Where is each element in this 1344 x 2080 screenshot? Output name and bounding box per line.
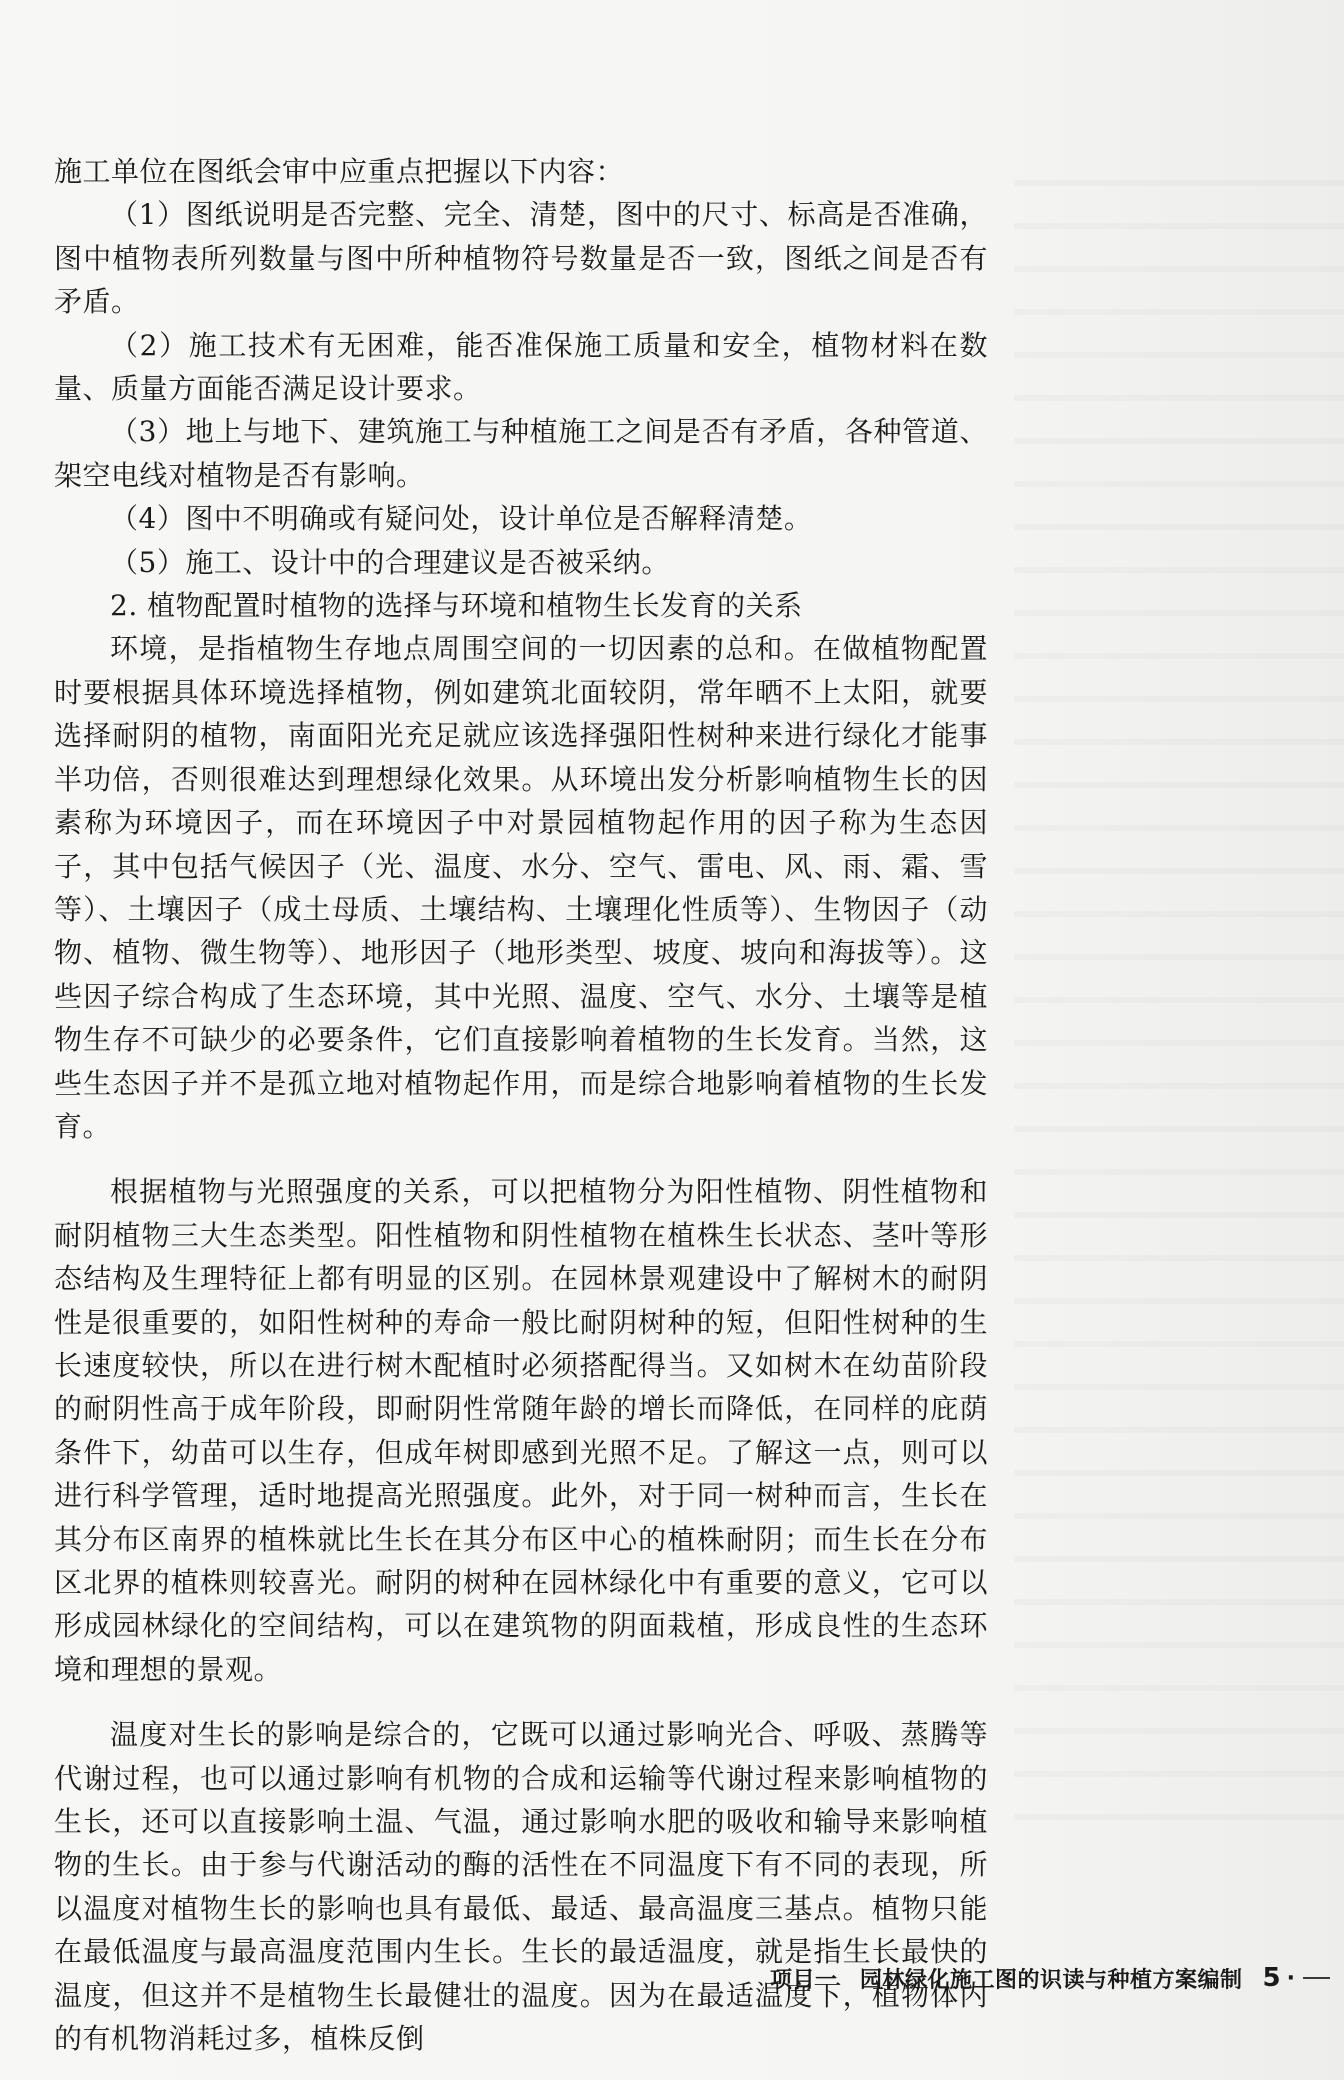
show-through-texture	[1014, 150, 1344, 1850]
footer-separator: ·	[1286, 1965, 1295, 1991]
paragraph: （1）图纸说明是否完整、完全、清楚，图中的尺寸、标高是否准确，图中植物表所列数量与图中所种植物符号数量是否一致，图纸之间是否有矛盾。	[54, 198, 988, 319]
page-number: 5	[1262, 1963, 1281, 1993]
paragraph: （5）施工、设计中的合理建议是否被采纳。	[110, 545, 670, 579]
footer-rule	[1303, 1977, 1330, 1979]
paragraph: （4）图中不明确或有疑问处，设计单位是否解释清楚。	[110, 502, 813, 536]
paragraph: 环境，是指植物生存地点周围空间的一切因素的总和。在做植物配置时要根据具体环境选择植物，例如建筑北面较阴，常年晒不上太阳，就要选择耐阴的植物，南面阳光充足就应该选择强阳性树种来进行绿化才能事半功倍，否则很难达到理想绿化效果。从环境出发分析影响植物生长的因素称为环境因子，而在环境因子中对景园植物起作用的因子称为生态因子，其中包括气候因子（光、温度、水分、空气、雷电、风、雨、霜、雪等）、土壤因子（成土母质、土壤结构、土壤理化性质等）、生物因子（动物、植物、微生物等）、地形因子（地形类型、坡度、坡向和海拔等）。这些因子综合构成了生态环境，其中光照、温度、空气、水分、土壤等是植物生存不可缺少的必要条件，它们直接影响着植物的生长发育。当然，这些生态因子并不是孤立地对植物起作用，而是综合地影响着植物的生长发育。	[54, 632, 988, 1143]
paragraph: 根据植物与光照强度的关系，可以把植物分为阳性植物、阴性植物和耐阴植物三大生态类型。阳性植物和阴性植物在植株生长状态、茎叶等形态结构及生理特征上都有明显的区别。在园林景观建设中了解树木的耐阴性是很重要的，如阳性树种的寿命一般比耐阴树种的短，但阳性树种的生长速度较快，所以在进行树木配植时必须搭配得当。又如树木在幼苗阶段的耐阴性高于成年阶段，即耐阴性常随年龄的增长而降低，在同样的庇荫条件下，幼苗可以生存，但成年树即感到光照不足。了解这一点，则可以进行科学管理，适时地提高光照强度。此外，对于同一树种而言，生长在其分布区南界的植株就比生长在其分布区中心的植株耐阴；而生长在分布区北界的植株则较喜光。耐阴的树种在园林绿化中有重要的意义，它可以形成园林绿化的空间结构，可以在建筑物的阴面栽植，形成良性的生态环境和理想的景观。	[54, 1175, 988, 1686]
running-title: 项目一 园林绿化施工图的识读与种植方案编制	[770, 1967, 1243, 1993]
paragraph: （2）施工技术有无困难，能否准保施工质量和安全，植物材料在数量、质量方面能否满足设计要求。	[54, 328, 988, 406]
paragraph: （3）地上与地下、建筑施工与种植施工之间是否有矛盾，各种管道、架空电线对植物是否有影响。	[54, 415, 988, 492]
section-heading: 2. 植物配置时植物的选择与环境和植物生长发育的关系	[110, 589, 803, 623]
paragraph: 施工单位在图纸会审中应重点把握以下内容：	[54, 155, 625, 188]
body-text	[54, 150, 988, 2060]
page-footer	[770, 1958, 1330, 1998]
paragraph: 温度对生长的影响是综合的，它既可以通过影响光合、呼吸、蒸腾等代谢过程，也可以通过影响有机物的合成和运输等代谢过程来影响植物的生长，还可以直接影响土温、气温，通过影响水肥的吸收和输导来影响植物的生长。由于参与代谢活动的酶的活性在不同温度下有不同的表现，所以温度对植物生长的影响也具有最低、最适、最高温度三基点。植物只能在最低温度与最高温度范围内生长。生长的最适温度，就是指生长最快的温度，但这并不是植物生长最健壮的温度。因为在最适温度下，植物体内的有机物消耗过多，植株反倒	[54, 1718, 988, 2056]
